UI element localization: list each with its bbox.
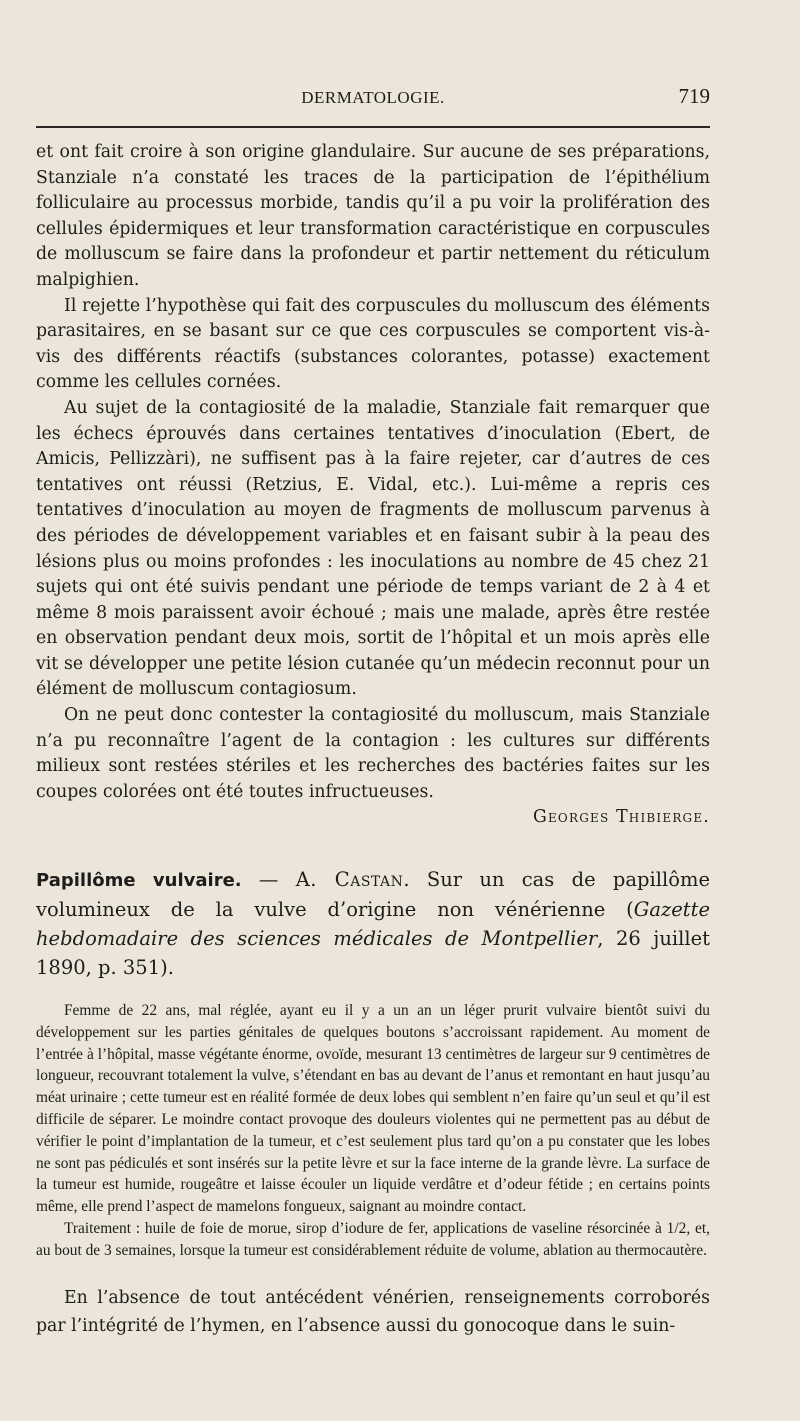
case-summary [36,1000,710,1262]
body-paragraph: Il rejette l’hypothèse qui fait des corpuscules du molluscum des éléments parasitaires, en se basant sur ce que ces corpuscules se comportent vis-à-vis des différents réactifs (substances colorantes, potasse) exactement comme les cellules cornées. [36,295,710,393]
review-author: A. Castan [295,868,404,892]
closing-text [36,1284,710,1340]
running-title: DERMATOLOGIE. [301,88,445,107]
review-dash: — [241,868,296,892]
author-signature [36,805,710,831]
review-journal: Gazette hebdomadaire des sciences médicales de Montpellier [36,898,710,951]
review-topic: Papillôme vulvaire. [36,870,242,892]
body-paragraph: et ont fait croire à son origine glandulaire. Sur aucune de ses préparations, Stanziale n’a constaté les traces de la participation de l’épithélium folliculaire au processus morbide, tandis qu’il a pu voir la prolifération des cellules épidermiques et leur transformation caractéristique en corpuscules de molluscum se faire dans la profondeur et partir nettement du réticulum malpighien. [36,142,710,290]
body-paragraph: On ne peut donc contester la contagiosité du molluscum, mais Stanziale n’a pu reconnaître l’agent de la contagion : les cultures sur différents milieux sont restées stériles et les recherches des bactéries faites sur les coupes colorées ont été toutes infructueuses. [36,705,710,802]
summary-paragraph: Femme de 22 ans, mal réglée, ayant eu il y a un an un léger prurit vulvaire bientôt suivi du développement sur les parties génitales de quelques boutons s’accroissant rapidement. Au moment de l’entrée à l’hôpital, masse végétante énorme, ovoïde, mesurant 13 centimètres de largeur sur 9 centimètres de longueur, recouvrant totalement la vulve, s’étendant en bas au devant de l’anus et remontant en haut jusqu’au méat urinaire ; cette tumeur est en réalité formée de deux lobes qui semblent n’en faire qu’un seul et qu’il est difficile de séparer. Le moindre contact provoque des douleurs violentes qui ne permettent pas au début de vérifier le point d’implantation de la tumeur, et c’est seulement plus tard qu’on a pu constater que les lobes ne sont pas pédiculés et sont insérés sur la petite lèvre et sur la face interne de la grande lèvre. La surface de la tumeur est humide, rougeâtre et laisse écouler un liquide verdâtre et d’odeur fétide ; en certains points même, elle prend l’aspect de mamelons fongueux, saignant au moindre contact. [36,1002,710,1216]
header-rule [36,126,710,128]
body-paragraph: Au sujet de la contagiosité de la maladie, Stanziale fait remarquer que les échecs éprouvés dans certaines tentatives d’inoculation (Ebert, de Amicis, Pellizzàri), ne suffisent pas à la faire rejeter, car d’autres de ces tentatives ont réussi (Retzius, E. Vidal, etc.). Lui-même a repris ces tentatives d’inoculation au moyen de fragments de molluscum parvenus à des périodes de développement variables et en faisant subir à la peau des lésions plus ou moins profondes : les inoculations au nombre de 45 chez 21 sujets qui ont été suivis pendant une période de temps variant de 2 à 4 et même 8 mois paraissent avoir échoué ; mais une malade, après être restée en observation pendant deux mois, sortit de l’hôpital et un mois après elle vit se développer une petite lésion cutanée qu’un médecin reconnut pour un élément de molluscum contagiosum. [36,397,710,700]
article-continuation [36,140,710,831]
review-heading [36,865,710,982]
body-paragraph: En l’absence de tout antécédent vénérien, renseignements corroborés par l’intégrité de l’hymen, en l’absence aussi du gonocoque dans le suin- [36,1287,710,1336]
review-citation: , 26 juillet 1890, p. 351). [36,927,710,980]
running-header [36,82,710,112]
text-column [36,140,710,1340]
page-number: 719 [678,84,710,108]
review-article-title: . Sur un cas de papillôme volumineux de la vulve d’origine non vénérienne ( [36,868,710,922]
summary-paragraph: Traitement : huile de foie de morue, sirop d’iodure de fer, applications de vaseline résorcinée à 1/2, et, au bout de 3 semaines, lorsque la tumeur est considérablement réduite de volume, ablation au thermocautère. [36,1220,710,1259]
signature-text: Georges Thibierge. [532,807,710,828]
